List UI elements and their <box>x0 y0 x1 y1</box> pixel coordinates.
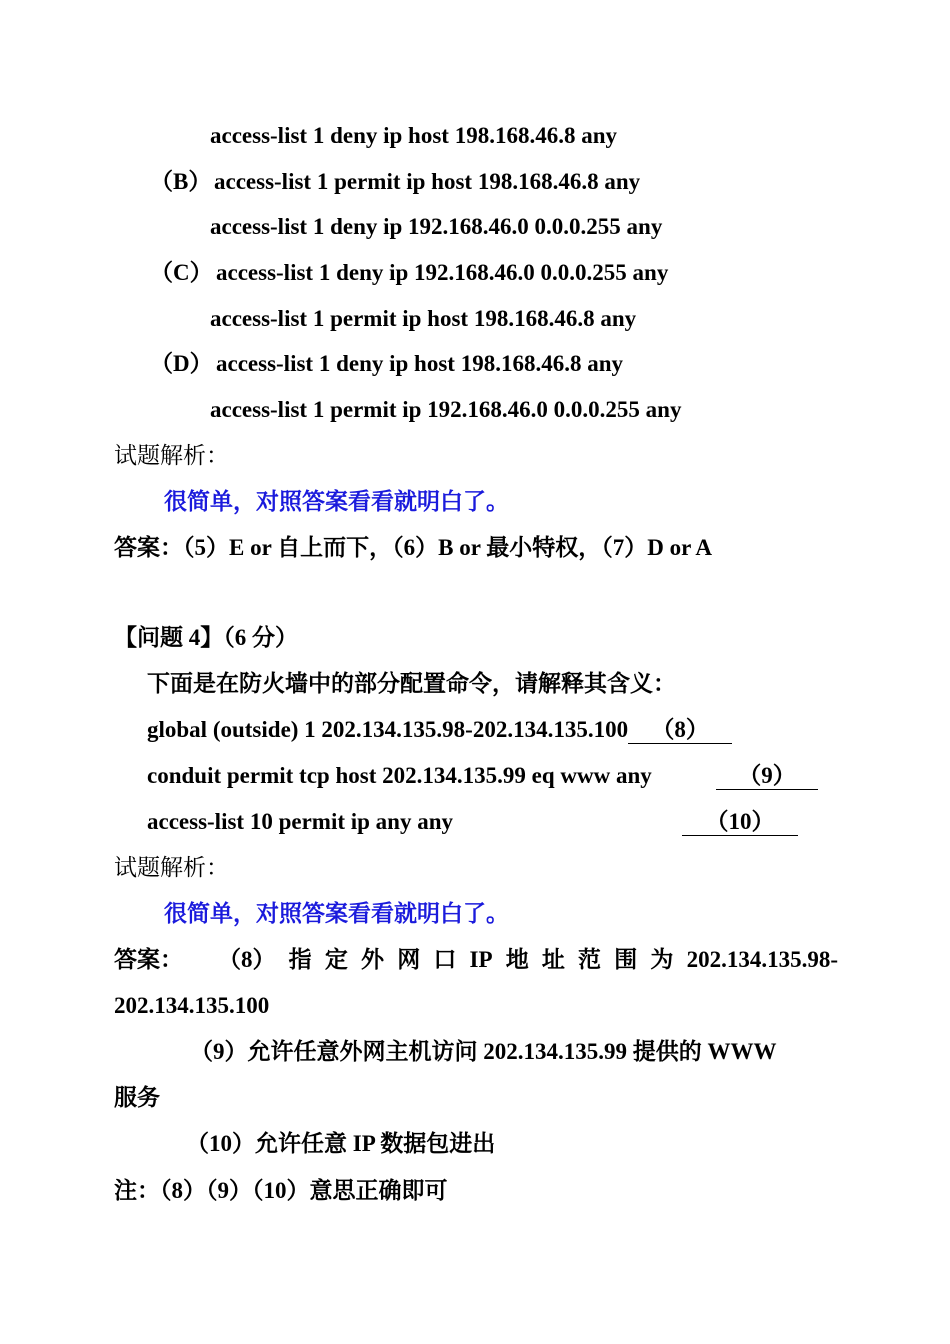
command-3: access-list 10 permit ip any any <box>147 809 454 834</box>
analysis-heading-2: 试题解析： <box>114 855 229 880</box>
answer-1: 答案：（5）E or 自上而下，（6）B or 最小特权，（7）D or A <box>114 535 713 560</box>
answer-8-word: 为 <box>650 947 674 972</box>
blank-9: （9） <box>716 763 818 790</box>
option-b-line1: access-list 1 permit ip host 198.168.46.8 any <box>214 169 641 194</box>
note: 注：（8）（9）（10）意思正确即可 <box>114 1178 448 1203</box>
command-line-3 <box>147 807 453 837</box>
analysis-text-1: 很简单，对照答案看看就明白了。 <box>164 489 509 514</box>
answer-8-word: 范 <box>578 947 602 972</box>
command-line-1 <box>147 715 732 745</box>
analysis-heading-1: 试题解析： <box>114 443 229 468</box>
answer-8-word: 围 <box>614 947 638 972</box>
answer-8-word: 口 <box>433 947 457 972</box>
answer-8-continued: 202.134.135.100 <box>114 993 270 1018</box>
command-2: conduit permit tcp host 202.134.135.99 eq www any <box>147 763 652 788</box>
option-b-line2: access-list 1 deny ip 192.168.46.0 0.0.0.255 any <box>210 214 663 239</box>
analysis-text-2: 很简单，对照答案看看就明白了。 <box>164 901 509 926</box>
question-4-prompt: 下面是在防火墙中的部分配置命令，请解释其含义： <box>147 671 676 696</box>
answer-2-label: 答案： <box>114 947 183 972</box>
answer-8-word: IP <box>469 947 493 972</box>
blank-10-line <box>682 807 798 837</box>
answer-10: （10）允许任意 IP 数据包进出 <box>186 1131 496 1156</box>
blank-10: （10） <box>682 809 798 836</box>
answer-8-word: 地 <box>505 947 529 972</box>
question-4-title: 【问题 4】（6 分） <box>114 625 298 650</box>
command-1: global (outside) 1 202.134.135.98-202.134.135.100 <box>147 717 629 742</box>
option-d-line1: access-list 1 deny ip host 198.168.46.8 any <box>216 351 623 376</box>
option-c-label: （C） <box>150 260 213 285</box>
option-a-line2: access-list 1 deny ip host 198.168.46.8 any <box>210 123 617 148</box>
answer-8-word: 定 <box>324 947 348 972</box>
answer-9-line1: （9）允许任意外网主机访问 202.134.135.99 提供的 WWW <box>190 1039 777 1064</box>
option-b-label: （B） <box>150 169 212 194</box>
option-c-line1: access-list 1 deny ip 192.168.46.0 0.0.0.255 any <box>216 260 669 285</box>
answer-8-word: 202.134.135.98- <box>686 947 838 972</box>
command-line-2 <box>147 761 652 791</box>
answer-8-line <box>218 945 838 975</box>
answer-9-line2: 服务 <box>114 1085 160 1110</box>
option-d-line2: access-list 1 permit ip 192.168.46.0 0.0.0.255 any <box>210 397 682 422</box>
answer-8-word: 指 <box>288 947 312 972</box>
answer-8-word: 址 <box>541 947 565 972</box>
answer-8-word: 外 <box>361 947 385 972</box>
answer-8-word: 网 <box>397 947 421 972</box>
option-c-line2: access-list 1 permit ip host 198.168.46.8 any <box>210 306 637 331</box>
blank-9-line <box>716 761 818 791</box>
option-d-label: （D） <box>150 351 213 376</box>
blank-8: （8） <box>628 717 732 744</box>
answer-8-word: （8） <box>218 947 276 972</box>
